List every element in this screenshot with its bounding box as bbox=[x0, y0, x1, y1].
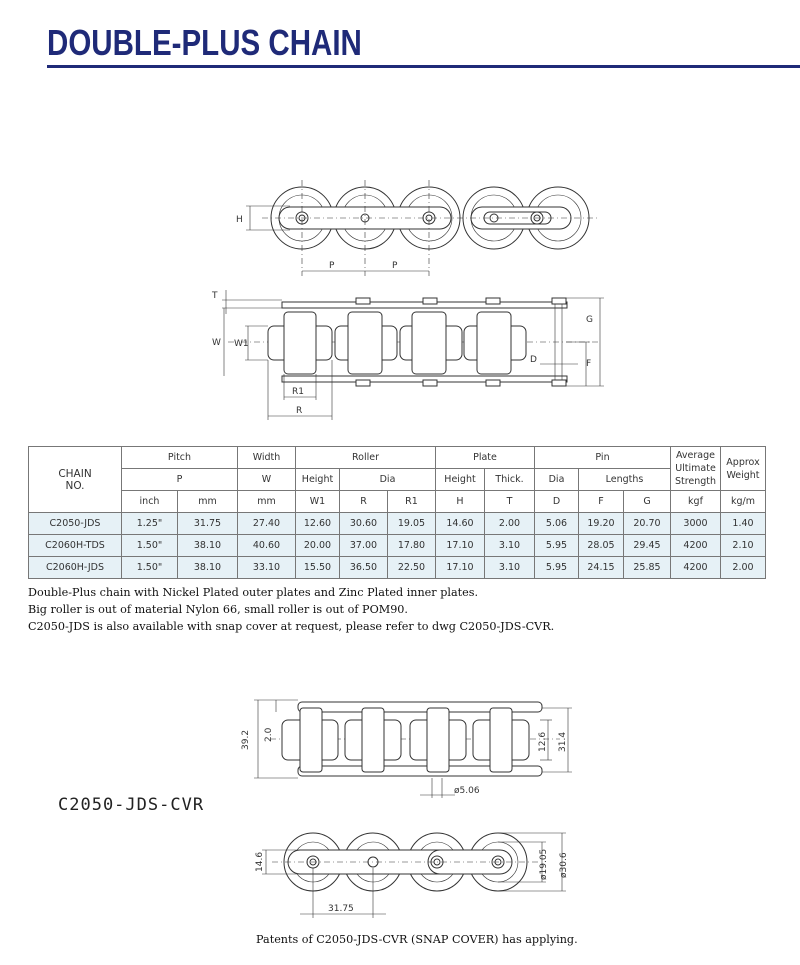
dim-r1-label: R1 bbox=[292, 387, 304, 397]
header-width: Width bbox=[238, 447, 296, 469]
cell: 1.25" bbox=[122, 513, 178, 535]
subheader-plate-height: Height bbox=[436, 469, 485, 491]
cell: 2.10 bbox=[721, 535, 766, 557]
dim-31-4-label: 31.4 bbox=[558, 731, 568, 752]
unit-inch: inch bbox=[122, 491, 178, 513]
header-strength-label: Strength bbox=[674, 476, 717, 487]
dim-w1-label: W1 bbox=[234, 339, 249, 349]
cell: 3.10 bbox=[485, 535, 535, 557]
dim-31-75-label: 31.75 bbox=[328, 904, 354, 914]
dim-p2-label: P bbox=[392, 261, 398, 271]
cell: 24.15 bbox=[579, 557, 624, 579]
cell: 40.60 bbox=[238, 535, 296, 557]
dim-12-6-label: 12.6 bbox=[538, 731, 548, 752]
dim-5-06-label: ø5.06 bbox=[454, 786, 480, 796]
header-no-label: NO. bbox=[65, 479, 85, 492]
cell: 19.20 bbox=[579, 513, 624, 535]
cell: 17.10 bbox=[436, 535, 485, 557]
cell: 2.00 bbox=[721, 557, 766, 579]
cvr-side-view bbox=[241, 700, 572, 798]
table-row bbox=[29, 557, 766, 579]
cell: 5.95 bbox=[535, 557, 579, 579]
header-weight-label: Weight bbox=[726, 469, 760, 481]
header-pitch: Pitch bbox=[122, 447, 238, 469]
header-plate: Plate bbox=[436, 447, 535, 469]
page-title: DOUBLE-PLUS CHAIN bbox=[47, 22, 362, 63]
cell: 1.50" bbox=[122, 535, 178, 557]
subheader-plate-thick: Thick. bbox=[485, 469, 535, 491]
cell: C2060H-TDS bbox=[29, 535, 122, 557]
cell: 1.40 bbox=[721, 513, 766, 535]
header-pin: Pin bbox=[535, 447, 671, 469]
cell: 19.05 bbox=[388, 513, 436, 535]
unit-kgf: kgf bbox=[671, 491, 721, 513]
cell: 5.95 bbox=[535, 535, 579, 557]
header-ultimate-label: Ultimate bbox=[675, 463, 716, 474]
dim-d-label: D bbox=[530, 355, 537, 365]
cell: 27.40 bbox=[238, 513, 296, 535]
subheader-p: P bbox=[122, 469, 238, 491]
unit-mm-width: mm bbox=[238, 491, 296, 513]
unit-kg-m: kg/m bbox=[721, 491, 766, 513]
cell: 28.05 bbox=[579, 535, 624, 557]
dim-2-0-label: 2.0 bbox=[264, 727, 274, 742]
dim-39-2-label: 39.2 bbox=[241, 729, 251, 750]
cell: 5.06 bbox=[535, 513, 579, 535]
header-approx-weight bbox=[721, 447, 766, 491]
header-approx-label: Approx bbox=[726, 456, 760, 468]
cell: 1.50" bbox=[122, 557, 178, 579]
cell: 30.60 bbox=[340, 513, 388, 535]
subheader-pin-lengths: Lengths bbox=[579, 469, 671, 491]
subheader-w: W bbox=[238, 469, 296, 491]
cell: 22.50 bbox=[388, 557, 436, 579]
header-roller: Roller bbox=[296, 447, 436, 469]
cell: 33.10 bbox=[238, 557, 296, 579]
cell: 17.80 bbox=[388, 535, 436, 557]
sym-f: F bbox=[579, 491, 624, 513]
cell: 29.45 bbox=[624, 535, 671, 557]
table-row bbox=[29, 513, 766, 535]
sym-h: H bbox=[436, 491, 485, 513]
cell: 31.75 bbox=[178, 513, 238, 535]
unit-mm-pitch: mm bbox=[178, 491, 238, 513]
header-chain-label: CHAIN bbox=[58, 467, 92, 480]
sym-r1: R1 bbox=[388, 491, 436, 513]
cell: 36.50 bbox=[340, 557, 388, 579]
spec-table bbox=[28, 446, 766, 579]
sym-g: G bbox=[624, 491, 671, 513]
dim-w-label: W bbox=[212, 338, 221, 348]
dim-f-label: F bbox=[586, 359, 592, 369]
cell: C2050-JDS bbox=[29, 513, 122, 535]
note-line: Double-Plus chain with Nickel Plated outer plates and Zinc Plated inner plates. bbox=[28, 586, 479, 599]
cell: 3000 bbox=[671, 513, 721, 535]
patent-note: Patents of C2050-JDS-CVR (SNAP COVER) has applying. bbox=[256, 933, 578, 946]
subheader-pin-dia: Dia bbox=[535, 469, 579, 491]
dim-g-label: G bbox=[586, 315, 593, 325]
dim-p1-label: P bbox=[329, 261, 335, 271]
cell: 3.10 bbox=[485, 557, 535, 579]
dim-t-label: T bbox=[212, 291, 218, 301]
cell: 20.70 bbox=[624, 513, 671, 535]
cell: 14.60 bbox=[436, 513, 485, 535]
cell: 17.10 bbox=[436, 557, 485, 579]
cell: 37.00 bbox=[340, 535, 388, 557]
cell: 2.00 bbox=[485, 513, 535, 535]
cell: 38.10 bbox=[178, 557, 238, 579]
dim-19-05-label: ø19.05 bbox=[539, 848, 549, 880]
dim-30-6-label: ø30.6 bbox=[559, 852, 569, 878]
cvr-drawing-label: C2050-JDS-CVR bbox=[58, 795, 205, 815]
subheader-roller-dia: Dia bbox=[340, 469, 436, 491]
dim-h-label: H bbox=[236, 215, 243, 225]
cell: 15.50 bbox=[296, 557, 340, 579]
header-average-label: Average bbox=[675, 450, 715, 461]
cell: C2060H-JDS bbox=[29, 557, 122, 579]
dim-14-6-label: 14.6 bbox=[255, 851, 265, 872]
cell: 25.85 bbox=[624, 557, 671, 579]
sym-r: R bbox=[340, 491, 388, 513]
cell: 12.60 bbox=[296, 513, 340, 535]
header-average-strength bbox=[671, 447, 721, 491]
cell: 38.10 bbox=[178, 535, 238, 557]
side-view bbox=[211, 290, 604, 420]
sym-d: D bbox=[535, 491, 579, 513]
note-line: Big roller is out of material Nylon 66, small roller is out of POM90. bbox=[28, 603, 408, 616]
notes bbox=[28, 584, 554, 635]
table-row bbox=[29, 535, 766, 557]
cell: 4200 bbox=[671, 557, 721, 579]
dim-r-label: R bbox=[296, 406, 303, 416]
cell: 4200 bbox=[671, 535, 721, 557]
sym-t: T bbox=[485, 491, 535, 513]
cell: 20.00 bbox=[296, 535, 340, 557]
subheader-roller-height: Height bbox=[296, 469, 340, 491]
note-line: C2050-JDS is also available with snap cover at request, please refer to dwg C2050-JDS-CVR. bbox=[28, 620, 555, 633]
sym-w1: W1 bbox=[296, 491, 340, 513]
header-chain-no bbox=[29, 447, 122, 513]
cvr-top-view bbox=[255, 833, 569, 918]
